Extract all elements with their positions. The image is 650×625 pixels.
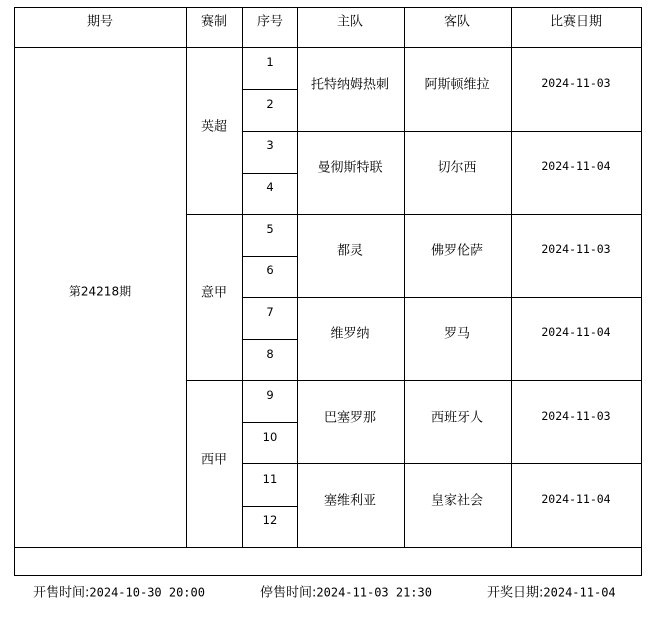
match-date: 2024-11-04 — [541, 159, 611, 173]
sale-start-time — [33, 582, 205, 601]
seq-number: 12 — [262, 513, 278, 527]
spacer-bottom-line — [14, 575, 642, 576]
match-date: 2024-11-04 — [541, 492, 611, 506]
home-team: 维罗纳 — [330, 326, 370, 342]
table-border-left — [14, 7, 15, 576]
seq-number: 10 — [262, 430, 278, 444]
match-date: 2024-11-03 — [541, 242, 611, 256]
sale-stop-time — [260, 582, 432, 601]
seq-number: 6 — [266, 263, 274, 277]
match-line-3 — [242, 463, 642, 464]
home-team: 曼彻斯特联 — [317, 160, 383, 176]
seq-number: 8 — [266, 347, 274, 361]
league-cell: 西甲 — [200, 452, 228, 468]
sale-start-value: 2024-10-30 20:00 — [89, 585, 205, 600]
body-bottom-line — [14, 547, 642, 548]
seq-line-2 — [242, 173, 298, 174]
seq-line-6 — [242, 506, 298, 507]
header-league: 赛制 — [200, 14, 228, 30]
away-team: 皇家社会 — [430, 493, 484, 509]
match-date: 2024-11-03 — [541, 76, 611, 90]
draw-date-label: 开奖日期: — [487, 585, 544, 601]
seq-number: 11 — [262, 472, 278, 486]
seq-line-1 — [242, 89, 298, 90]
home-team: 塞维利亚 — [323, 493, 377, 509]
away-team: 阿斯顿维拉 — [424, 77, 490, 93]
seq-number: 4 — [266, 180, 274, 194]
seq-number: 7 — [266, 305, 274, 319]
league-line-1 — [186, 214, 642, 215]
col-line-4 — [404, 7, 405, 548]
col-line-5 — [511, 7, 512, 548]
draw-date-value: 2024-11-04 — [543, 585, 616, 600]
sale-stop-label: 停售时间: — [260, 585, 317, 601]
table-border-top — [14, 7, 642, 8]
col-line-1 — [186, 7, 187, 548]
away-team: 罗马 — [443, 326, 471, 342]
sale-stop-value: 2024-11-03 21:30 — [316, 585, 432, 600]
period-cell: 第24218期 — [68, 284, 132, 299]
home-team: 都灵 — [336, 243, 364, 259]
away-team: 佛罗伦萨 — [430, 243, 484, 259]
sale-start-label: 开售时间: — [33, 585, 90, 601]
header-divider — [14, 47, 642, 48]
header-home: 主队 — [336, 14, 364, 30]
home-team: 巴塞罗那 — [323, 410, 377, 426]
league-cell: 英超 — [200, 119, 228, 135]
header-date: 比赛日期 — [549, 14, 603, 30]
seq-number: 9 — [266, 388, 274, 402]
away-team: 西班牙人 — [430, 410, 484, 426]
seq-number: 2 — [266, 97, 274, 111]
match-date: 2024-11-04 — [541, 325, 611, 339]
seq-line-4 — [242, 339, 298, 340]
header-period: 期号 — [86, 14, 114, 30]
seq-number: 5 — [266, 222, 274, 236]
home-team: 托特纳姆热刺 — [310, 77, 390, 93]
league-cell: 意甲 — [200, 285, 228, 301]
match-line-1 — [242, 131, 642, 132]
seq-number: 3 — [266, 138, 274, 152]
header-away: 客队 — [443, 14, 471, 30]
draw-date — [487, 582, 616, 601]
seq-number: 1 — [266, 55, 274, 69]
match-date: 2024-11-03 — [541, 409, 611, 423]
league-line-2 — [186, 380, 642, 381]
header-seq: 序号 — [256, 14, 284, 30]
seq-line-5 — [242, 422, 298, 423]
table-border-right — [641, 7, 642, 576]
away-team: 切尔西 — [437, 160, 477, 176]
match-line-2 — [242, 297, 642, 298]
seq-line-3 — [242, 256, 298, 257]
